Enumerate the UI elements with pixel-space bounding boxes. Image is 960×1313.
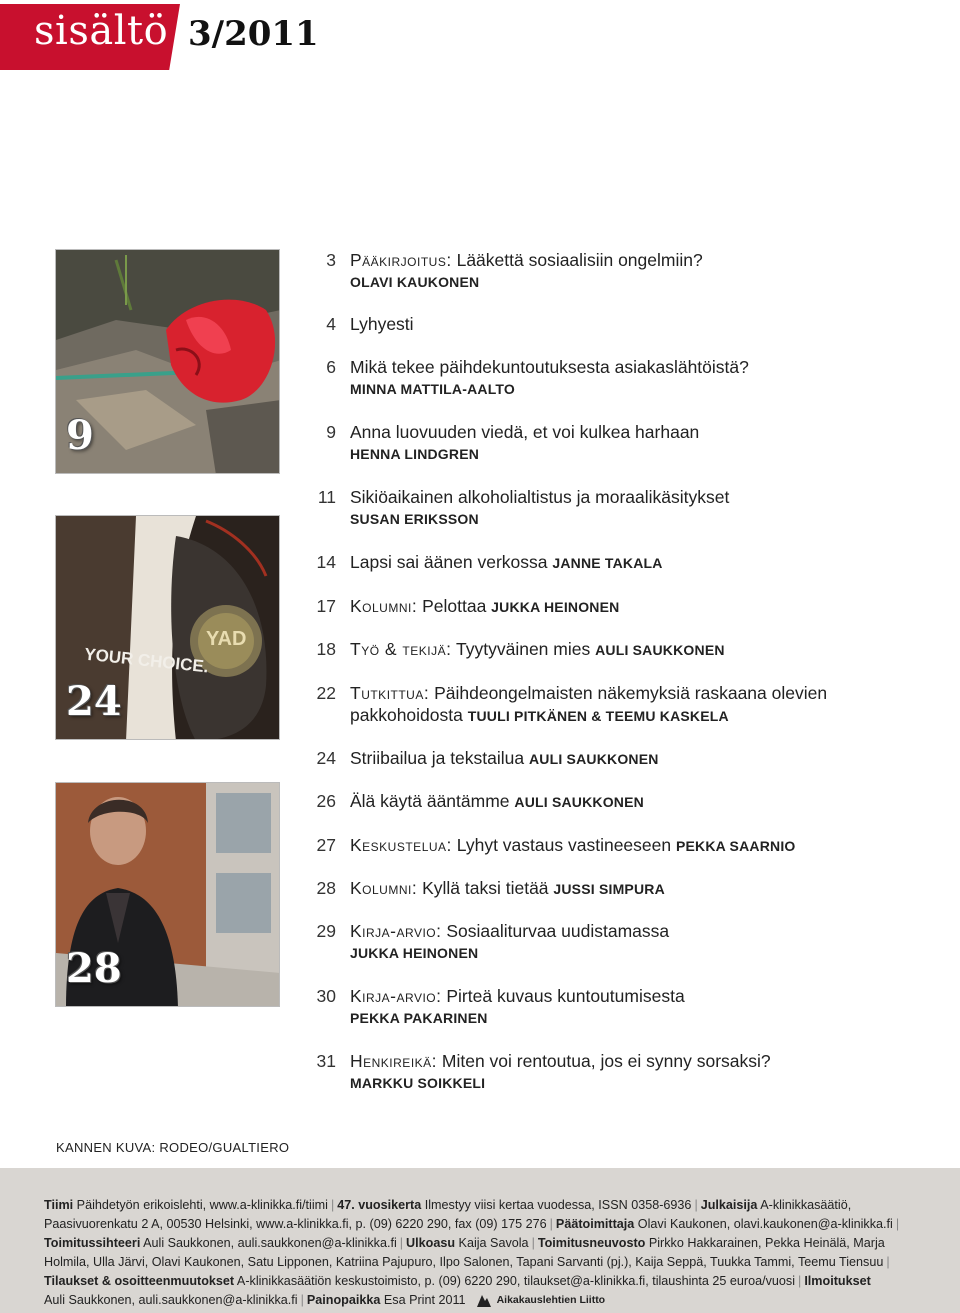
imprint-label: Julkaisija bbox=[700, 1198, 758, 1212]
toc-title: Anna luovuuden viedä, et voi kulkea harhaan bbox=[350, 422, 700, 442]
toc-entry bbox=[350, 834, 930, 857]
toc-kicker: Henkireikä: bbox=[350, 1051, 438, 1071]
separator: | bbox=[798, 1274, 802, 1288]
toc-page-number: 18 bbox=[316, 639, 336, 659]
toc-author: MINNA MATTILA-AALTO bbox=[350, 381, 516, 397]
toc-page-number: 26 bbox=[316, 791, 336, 811]
issue-number: 3/2011 bbox=[188, 14, 319, 54]
separator: | bbox=[694, 1198, 698, 1212]
imprint-label: Toimitussihteeri bbox=[44, 1236, 141, 1250]
imprint-value: Esa Print 2011 bbox=[380, 1293, 466, 1307]
toc-author: HENNA LINDGREN bbox=[350, 446, 480, 462]
toc-kicker: Pääkirjoitus: bbox=[350, 250, 452, 270]
imprint-label: Ulkoasu bbox=[406, 1236, 456, 1250]
toc-entry bbox=[350, 920, 930, 964]
imprint-footer bbox=[0, 1168, 960, 1313]
imprint-value: Auli Saukkonen, auli.saukkonen@a-klinikka.fi bbox=[140, 1236, 397, 1250]
toc-title: Älä käytä ääntämme bbox=[350, 791, 515, 811]
toc-kicker: Tutkittua: bbox=[350, 683, 430, 703]
toc-entry bbox=[350, 313, 930, 335]
toc-author: JUKKA HEINONEN bbox=[350, 945, 479, 961]
toc-entry bbox=[350, 421, 930, 465]
imprint-value: Paasivuorenkatu 2 A, 00530 Helsinki, www.a-klinikka.fi, p. (09) 6220 290, fax (09) 175 276 bbox=[44, 1217, 547, 1231]
toc-kicker: Työ & tekijä: bbox=[350, 639, 452, 659]
imprint-label: Päätoimittaja bbox=[555, 1217, 635, 1231]
toc-page-number: 22 bbox=[316, 683, 336, 703]
toc-author: PEKKA SAARNIO bbox=[675, 838, 796, 854]
toc-title: Kyllä taksi tietää bbox=[417, 878, 554, 898]
toc-entry bbox=[350, 682, 930, 727]
toc-kicker: Kolumni: bbox=[350, 878, 418, 898]
imprint-value: Olavi Kaukonen, olavi.kaukonen@a-klinikka.fi bbox=[634, 1217, 893, 1231]
masthead bbox=[0, 0, 400, 80]
toc-title: Päihdeongelmaisten näkemyksiä raskaana olevien pakkohoidosta bbox=[350, 683, 828, 725]
toc-kicker: Kolumni: bbox=[350, 596, 418, 616]
toc-title: Lyhyesti bbox=[350, 314, 414, 334]
toc-page-number: 27 bbox=[316, 835, 336, 855]
toc-page-number: 6 bbox=[326, 357, 336, 377]
toc-kicker: Keskustelua: bbox=[350, 835, 452, 855]
thumbnail-page-9[interactable] bbox=[55, 249, 280, 474]
imprint-label: Tiimi bbox=[44, 1198, 74, 1212]
toc-entry bbox=[350, 249, 930, 293]
imprint-label: Tilaukset & osoitteenmuutokset bbox=[44, 1274, 235, 1288]
separator: | bbox=[330, 1198, 335, 1212]
separator: | bbox=[886, 1255, 890, 1269]
imprint-value: Ilmestyy viisi kertaa vuodessa, ISSN 0358-6936 bbox=[421, 1198, 692, 1212]
toc-title: Lyhyt vastaus vastineeseen bbox=[451, 835, 676, 855]
toc-page-number: 31 bbox=[316, 1051, 336, 1071]
brand-logo: YAD bbox=[206, 628, 247, 650]
toc-author: AULI SAUKKONEN bbox=[595, 642, 725, 658]
toc-author: TUULI PITKÄNEN & TEEMU KASKELA bbox=[467, 708, 729, 724]
toc-page-number: 4 bbox=[326, 314, 336, 334]
imprint-line bbox=[44, 1196, 929, 1215]
toc-author: JUSSI SIMPURA bbox=[553, 881, 665, 897]
thumbnail-page-number: 28 bbox=[66, 945, 122, 992]
toc-title: Miten voi rentoutua, jos ei synny sorsaksi? bbox=[437, 1051, 771, 1071]
separator: | bbox=[399, 1236, 404, 1250]
separator: | bbox=[531, 1236, 535, 1250]
separator: | bbox=[300, 1293, 304, 1307]
separator: | bbox=[895, 1217, 900, 1231]
imprint-value: Kaija Savola bbox=[455, 1236, 529, 1250]
toc-kicker: Kirja-arvio: bbox=[350, 921, 442, 941]
toc-page-number: 9 bbox=[326, 422, 336, 442]
imprint-line bbox=[44, 1234, 929, 1253]
separator: | bbox=[549, 1217, 553, 1231]
imprint-value: Pirkko Hakkarainen, Pekka Heinälä, Marja bbox=[645, 1236, 885, 1250]
toc-entry bbox=[350, 790, 930, 813]
imprint-text bbox=[44, 1196, 929, 1310]
toc-entry bbox=[350, 356, 930, 400]
imprint-line bbox=[44, 1215, 929, 1234]
association-logo-icon bbox=[475, 1293, 493, 1309]
toc-author: OLAVI KAUKONEN bbox=[350, 274, 480, 290]
toc-entry bbox=[350, 551, 930, 574]
toc-title: Striibailua ja tekstailua bbox=[350, 748, 529, 768]
toc-title: Tyytyväinen mies bbox=[451, 639, 596, 659]
imprint-line bbox=[44, 1272, 929, 1291]
toc-title: Mikä tekee päihdekuntoutuksesta asiakaslähtöistä? bbox=[350, 357, 749, 377]
imprint-value: Auli Saukkonen, auli.saukkonen@a-klinikka.fi bbox=[44, 1293, 298, 1307]
imprint-label: 47. vuosikerta bbox=[337, 1198, 422, 1212]
toc-entry bbox=[350, 595, 930, 618]
imprint-label: Ilmoitukset bbox=[804, 1274, 871, 1288]
cover-photo-credit: KANNEN KUVA: RODEO/GUALTIERO bbox=[56, 1140, 290, 1155]
imprint-label: Painopaikka bbox=[306, 1293, 381, 1307]
toc-author: PEKKA PAKARINEN bbox=[350, 1010, 488, 1026]
imprint-line bbox=[44, 1253, 929, 1272]
toc-author: MARKKU SOIKKELI bbox=[350, 1075, 486, 1091]
association-logo-text: Aikakauslehtien Liitto bbox=[496, 1294, 606, 1307]
imprint-value: Päihdetyön erikoislehti, www.a-klinikka.fi/tiimi bbox=[73, 1198, 328, 1212]
toc-page-number: 30 bbox=[316, 986, 336, 1006]
toc-entry bbox=[350, 877, 930, 900]
toc-entry bbox=[350, 985, 930, 1029]
toc-page-number: 14 bbox=[316, 552, 336, 572]
toc-page-number: 29 bbox=[316, 921, 336, 941]
toc-title: Sosiaaliturvaa uudistamassa bbox=[441, 921, 670, 941]
toc-entry bbox=[350, 1050, 930, 1094]
toc-title: Sikiöaikainen alkoholialtistus ja moraalikäsitykset bbox=[350, 487, 730, 507]
masthead-title: sisältö bbox=[34, 8, 169, 54]
toc-entry bbox=[350, 486, 930, 530]
toc-page-number: 3 bbox=[326, 250, 336, 270]
toc-author: AULI SAUKKONEN bbox=[514, 794, 644, 810]
toc-author: JANNE TAKALA bbox=[552, 555, 663, 571]
toc-entry bbox=[350, 638, 930, 661]
toc-title: Pirteä kuvaus kuntoutumisesta bbox=[441, 986, 685, 1006]
toc-author: JUKKA HEINONEN bbox=[491, 599, 620, 615]
toc-author: AULI SAUKKONEN bbox=[528, 751, 659, 767]
thumbnail-page-number: 9 bbox=[66, 412, 94, 459]
imprint-line bbox=[44, 1291, 929, 1310]
imprint-value: A-klinikkasäätiö, bbox=[757, 1198, 852, 1212]
imprint-label: Toimitusneuvosto bbox=[537, 1236, 646, 1250]
publisher-association-logo bbox=[475, 1291, 605, 1310]
toc-kicker: Kirja-arvio: bbox=[350, 986, 442, 1006]
imprint-value: Holmila, Ulla Järvi, Olavi Kaukonen, Satu Lipponen, Katriina Pajupuro, Ilpo Salonen, Tapani Sarvanti (pj.), Kaija Seppä, Tuukka Tammi, Teemu Tiensuu bbox=[44, 1255, 884, 1269]
thumbnail-page-28[interactable] bbox=[55, 782, 280, 1007]
thumbnail-page-number: 24 bbox=[66, 678, 122, 725]
imprint-value: A-klinikkasäätiön keskustoimisto, p. (09) 6220 290, tilaukset@a-klinikka.fi, tilaushinta 25 euroa/vuosi bbox=[234, 1274, 796, 1288]
toc-page-number: 24 bbox=[316, 748, 336, 768]
toc-page-number: 17 bbox=[316, 596, 336, 616]
slogan-text: YOUR CHOICE. bbox=[83, 644, 210, 677]
thumbnail-page-24[interactable] bbox=[55, 515, 280, 740]
toc-page-number: 28 bbox=[316, 878, 336, 898]
toc-title: Lapsi sai äänen verkossa bbox=[350, 552, 553, 572]
toc-title: Lääkettä sosiaalisiin ongelmiin? bbox=[451, 250, 703, 270]
toc-entry bbox=[350, 747, 930, 770]
toc-author: SUSAN ERIKSSON bbox=[350, 511, 479, 527]
toc-page-number: 11 bbox=[317, 487, 336, 507]
toc-title: Pelottaa bbox=[417, 596, 492, 616]
